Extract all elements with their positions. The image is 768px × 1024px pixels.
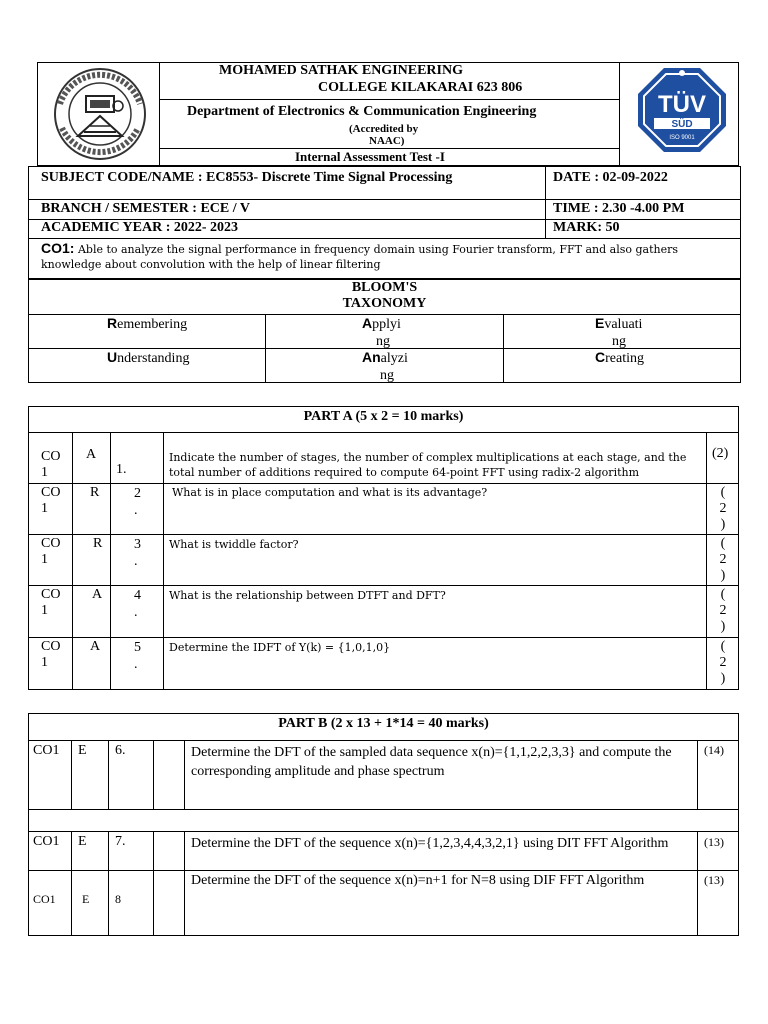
co-cell: CO 1 [41,485,61,516]
question-number: 5 . [134,640,141,672]
svg-text:TÜV: TÜV [658,91,706,118]
co1-label: CO1: [41,240,75,256]
bloom-level-cell: R [90,485,100,500]
co-cell: CO 1 [41,639,61,670]
bloom-level-cell: A [92,587,103,602]
bloom-understanding: Understanding [107,349,190,366]
bloom-level-cell: R [93,536,103,551]
svg-text:SÜD: SÜD [671,119,693,130]
college-name-line1: MOHAMED SATHAK ENGINEERING [219,63,463,78]
co-cell: CO1 [33,743,60,758]
question-text: What is in place computation and what is its advantage? [172,486,488,499]
co1-description: Able to analyze the signal performance in frequency domain using Fourier transform, FFT and also gathers knowledge about convolution with the help of linear filtering [41,243,679,271]
co-cell: CO1 [33,892,56,906]
bloom-level-cell: A [86,447,97,462]
accreditation-line2: NAAC) [369,135,405,147]
bloom-applying: Applyi ng [362,315,401,349]
question-text: Determine the DFT of the sequence x(n)=n+1 for N=8 using DIF FFT Algorithm [191,873,645,888]
part-a-title: PART A (5 x 2 = 10 marks) [303,409,464,424]
question-number: 3 . [134,537,141,569]
marks-cell: (13) [704,873,724,887]
course-outcome [41,241,733,272]
question-number: 6. [115,743,126,758]
co-cell: CO 1 [41,536,61,567]
college-name-line2: COLLEGE KILAKARAI 623 806 [318,80,523,95]
marks-cell: (2) [712,446,729,461]
marks-cell: ( 2 ) [719,536,727,583]
bloom-creating: Creating [595,349,644,366]
bloom-evaluating: Evaluati ng [595,315,643,349]
subject-code-name: SUBJECT CODE/NAME : EC8553- Discrete Time Signal Processing [41,170,453,185]
question-number: 8 [115,892,121,906]
tuv-certification-logo [636,66,728,154]
question-number: 1. [116,462,127,477]
bloom-analyzing: Analyzi ng [362,349,408,383]
branch-semester: BRANCH / SEMESTER : ECE / V [41,201,251,216]
bloom-level-cell: E [78,743,87,758]
marks-cell: ( 2 ) [719,485,727,532]
marks-cell: (13) [704,835,724,849]
college-seal-logo [48,66,152,162]
bloom-remembering: Remembering [107,315,188,332]
blooms-title-line1: BLOOM'S [351,280,418,295]
marks-cell: (14) [704,743,724,757]
bloom-level-cell: E [82,892,90,906]
svg-text:ISO 9001: ISO 9001 [669,135,695,141]
co-cell: CO 1 [41,587,61,618]
marks-cell: ( 2 ) [719,639,727,686]
exam-date: DATE : 02-09-2022 [553,170,668,185]
question-number: 4 . [134,588,141,620]
question-number: 7. [115,834,126,849]
question-text: Determine the IDFT of Y(k) = {1,0,1,0} [169,641,391,654]
department-name: Department of Electronics & Communication Engineering [187,104,537,119]
co-cell: CO1 [33,834,60,849]
bloom-level-cell: A [90,639,101,654]
part-b-title: PART B (2 x 13 + 1*14 = 40 marks) [278,716,489,731]
question-number: 2 . [134,486,141,518]
test-name: Internal Assessment Test -I [295,149,445,164]
blooms-title-line2: TAXONOMY [342,296,427,311]
academic-year: ACADEMIC YEAR : 2022- 2023 [41,220,239,235]
max-marks: MARK: 50 [553,220,620,235]
accreditation-line1: (Accredited by [349,123,419,135]
question-text: Determine the DFT of the sampled data sequence x(n)={1,1,2,2,3,3} and compute the corresponding amplitude and phase spectrum [191,745,672,779]
bloom-level-cell: E [78,834,87,849]
marks-cell: ( 2 ) [719,587,727,634]
question-text: What is the relationship between DTFT and DFT? [169,589,446,602]
question-text: Indicate the number of stages, the number of complex multiplications at each stage, and the total number of additions required to compute 64-point FFT using radix-2 algorithm [169,451,687,479]
question-text: What is twiddle factor? [169,538,299,551]
co-cell: CO 1 [41,449,61,480]
exam-time: TIME : 2.30 -4.00 PM [553,201,685,216]
question-text: Determine the DFT of the sequence x(n)={1,2,3,4,4,3,2,1} using DIT FFT Algorithm [191,836,669,851]
